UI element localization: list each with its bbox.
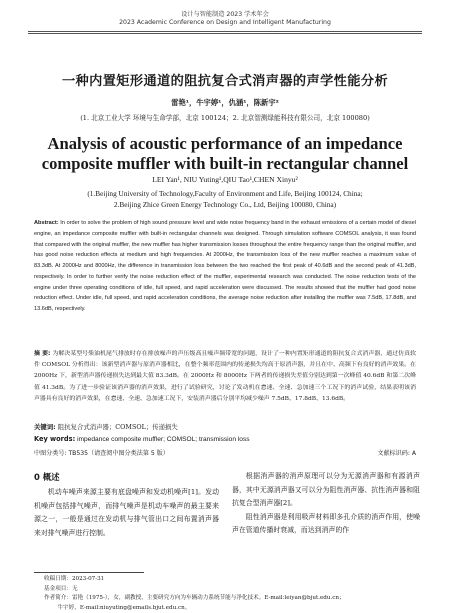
- title-cn: 一种内置矩形通道的阻抗复合式消声器的声学性能分析: [61, 74, 389, 89]
- footnote-rule: [34, 572, 144, 573]
- clc-number: 中图分类号: TB535（请查阅中图分类法第 5 版）: [34, 450, 169, 457]
- body-right-column: [232, 470, 420, 538]
- header-rule-bottom: [28, 33, 422, 34]
- abstract-en-text: In order to solve the problem of high sound pressure level and wide noise frequency band in the exhaust emissions of a certain model of diesel engine, an impedance composite muffler with built-in rectangular channels was designed. Through simulation software COMSOL analysis, it was found that compared with the original muffler, the new muffler has higher transmission losses throughout the entire frequency range than the original muffler, and has good noise reduction effects at medium and high frequencies. At 2000Hz, the transmission loss of the new muffler reaches a maximum value of 83.3dB. At 2000Hz and 8000Hz, the difference in transmission loss between the two reached the first peak of 40.6dB and the second peak of 41.3dB, respectively. In order to further verify the noise reduction effect of the muffler, experimental research was conducted. The noise reduction tests of the engine under three operating conditions of idle, full speed, and rapid acceleration were discussed. The results showed that the muffler had good noise reduction effect. Under idle, full speed, and rapid acceleration conditions, the average noise reduction after installing the muffler was 7.5dB, 17.8dB, and 13.6dB, respectively.: [34, 220, 416, 312]
- body-left-column: [34, 470, 219, 540]
- footnotes: [44, 575, 416, 613]
- keywords-cn: [34, 422, 178, 431]
- keywords-cn-label: 关键词:: [34, 423, 56, 431]
- authors-cn: 雷艳¹，牛宇婷¹，仇涵¹，陈新宇²: [171, 98, 279, 107]
- keywords-en: [34, 435, 250, 443]
- footnote-fund: 基金项目：无: [44, 585, 78, 592]
- title-en-line1: Analysis of acoustic performance of an impedance: [47, 134, 403, 153]
- footnote-author: 作者简介：雷艳（1975-），女，副教授，主要研究方向为车辆动力系统节能与净化技术。E-mail:leiyan@bjut.edu.cn；: [44, 595, 345, 602]
- abstract-cn-label: 摘 要:: [34, 351, 51, 357]
- keywords-cn-text: 阻抗复合式消声器；COMSOL；传递损失: [57, 423, 178, 431]
- affiliation-en: [0, 188, 450, 210]
- body-paragraph: 阻性消声器是利用吸声材料即多孔介质的消声作用，使噪声在管道传播时衰减，而达到消声的作: [232, 512, 420, 535]
- document-code: 文献标识码: A: [377, 450, 416, 457]
- conference-header-cn: 设计与智能制造 2023 学术年会: [181, 11, 269, 18]
- title-en: [0, 134, 450, 174]
- header-rule-top: [28, 31, 422, 32]
- affiliation-cn: (1. 北京工业大学 环境与生命学部，北京 100124；2. 北京智测绿能科技有限公司，北京 100080): [80, 114, 370, 122]
- section-heading: 0 概述: [34, 472, 60, 482]
- body-paragraph: 机动车噪声来源主要有底盘噪声和发动机噪声[1]。发动机噪声包括排气噪声，而排气噪声是机动车噪声的最主要来源之一，一般是通过在发动机与排气管出口之间布置消声器来对排气噪声进行控制。: [34, 488, 219, 537]
- conference-header-en: 2023 Academic Conference on Design and Intelligent Manufacturing: [119, 19, 331, 26]
- keywords-en-label: Key words:: [34, 435, 76, 443]
- body-paragraph: 根据消声器的消声原理可以分为无源消声器和有源消声器，其中无源消声器又可以分为阻性消声器、抗性消声器和阻抗复合型消声器[2]。: [232, 472, 420, 508]
- affiliation-en-line1: (1.Beijing University of Technology,Faculty of Environment and Life, Beijing 100124, China;: [87, 189, 363, 198]
- keywords-en-text: impedance composite muffler; COMSOL; transmission loss: [77, 436, 250, 443]
- abstract-en-label: Abstract:: [34, 220, 59, 226]
- footnote-received: 收稿日期：2023-07-31: [44, 576, 105, 582]
- abstract-en: [34, 218, 416, 315]
- title-en-line2: composite muffler with built-in rectangular channel: [41, 154, 409, 173]
- authors-en: LEI Yan¹, NIU Yuting¹,QIU Tao¹,CHEN Xinyu²: [152, 175, 298, 184]
- footnote-author2: 牛宇婷，E-mail:niuyuting@emails.bjut.edu.cn。: [57, 604, 191, 611]
- abstract-cn-text: 为解决某型号柴油机尾气排放时存在排放噪声的声压级高且噪声频带宽的问题，设计了一种内置矩形通道的阻抗复合式消声器，通过仿真软件 COMSOL 分析得出：该新型消声器与原消声器相比，在整个频率范围内的传递损失均高于原消声器，并且在中、高频下有良好的消声效果。在 2000Hz 下，新型消声器传递损失达到最大值 83.3dB。在 2000Hz 和 8000Hz 下两者的传递损失差值分别达到第一次峰值 40.6dB 和第二次峰值 41.3dB。为了进一步验证该消声器的消声效果，进行了试验研究，讨论了发动机在怠速、全速、急加速三个工况下的消声试验，结果表明该消声器具有良好的消声效果，在怠速、全速、急加速工况下，安装消声器后分别平均减少噪声 7.5dB、17.8dB、13.6dB。: [34, 351, 416, 402]
- abstract-cn: [34, 349, 416, 405]
- affiliation-en-line2: 2.Beijing Zhice Green Energy Technology Co., Ltd, Beijing 100080, China): [113, 200, 337, 209]
- classification-line: [34, 448, 416, 457]
